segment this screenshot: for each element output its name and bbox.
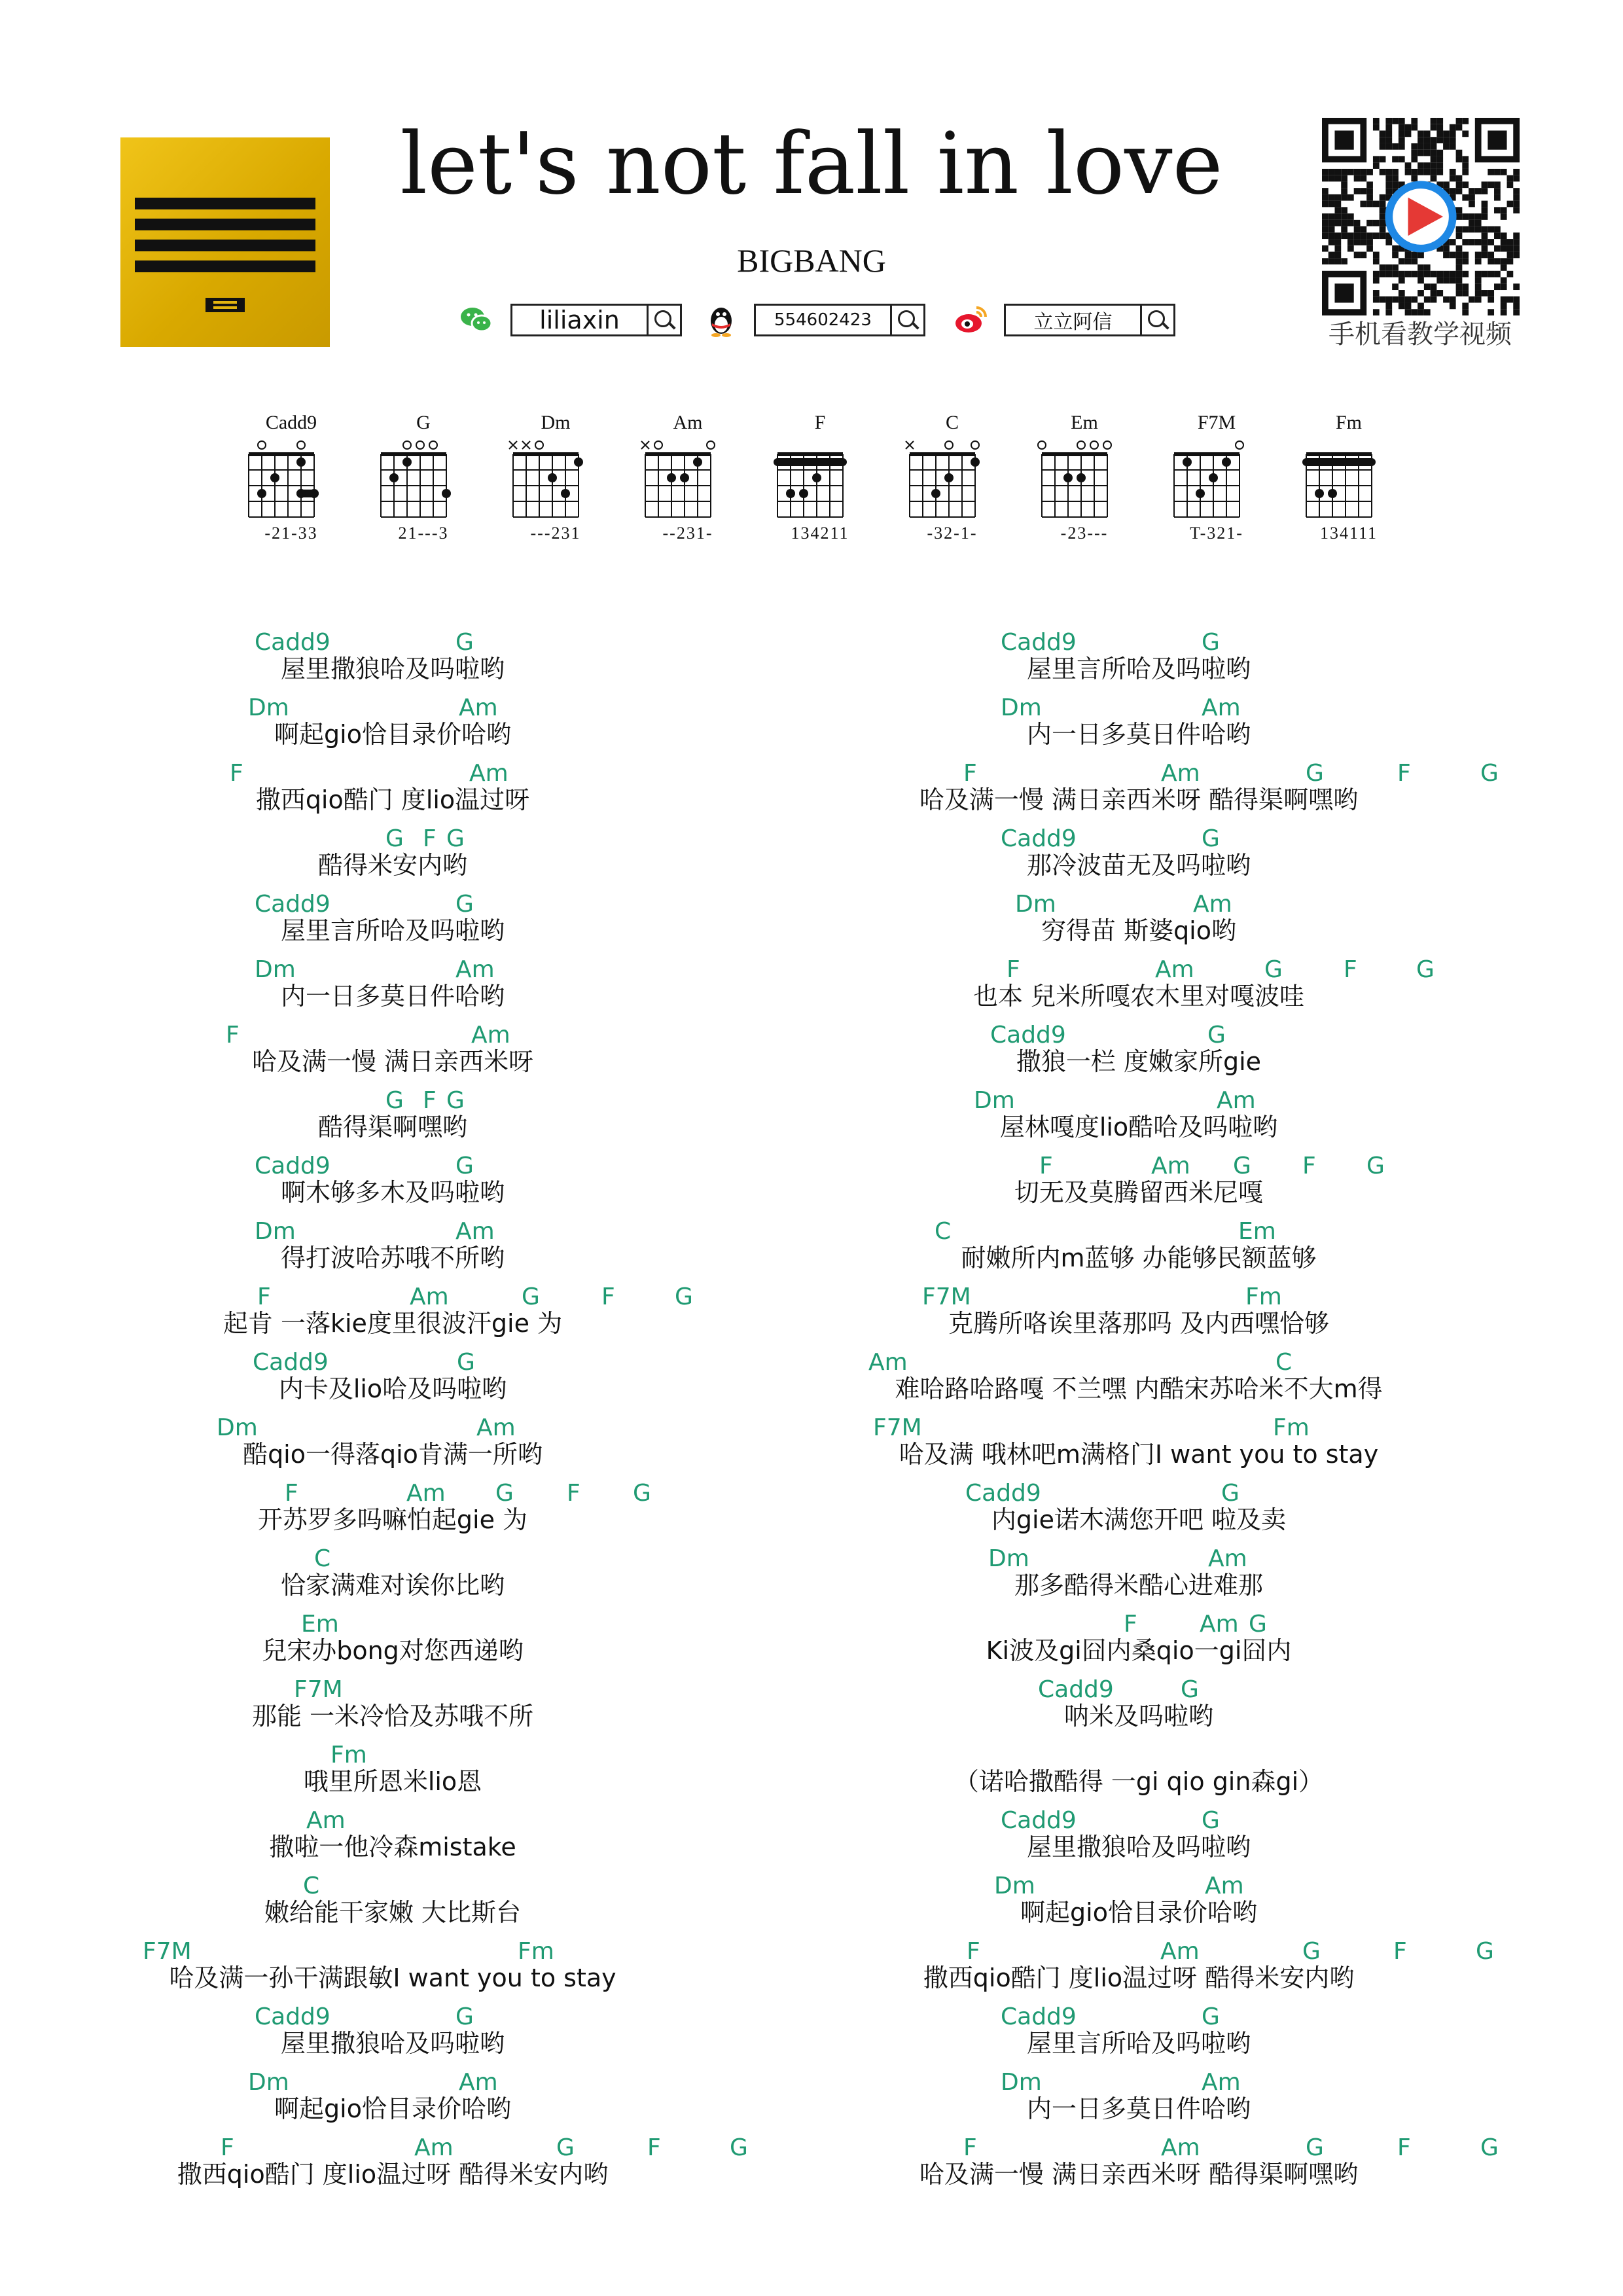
lyric-line: （诺哈撒酷得 一gi qio gin森gi）	[954, 1767, 1324, 1796]
lyric-line: 啊起gio恰目录价哈哟	[274, 720, 511, 749]
chord-label: C	[1275, 1349, 1293, 1376]
chord-label: Am	[459, 694, 498, 721]
lyric-line: 屋里言所哈及吗啦哟	[1026, 2029, 1251, 2058]
chord-grid	[507, 437, 598, 522]
chord-label: Cadd9	[255, 629, 330, 656]
chord-label: Am	[1155, 956, 1194, 983]
chord-label: Dm	[255, 1218, 296, 1245]
lyric-line: 耐嫩所内m蓝够 办能够民额蓝够	[961, 1244, 1317, 1272]
qq-id-box	[754, 304, 925, 336]
chord-label: G	[1181, 1676, 1199, 1703]
chord-label: G	[1207, 1022, 1226, 1049]
lyric-line: 起肯 一落kie度里很波汗gie 为	[223, 1309, 563, 1338]
chord-label: G	[455, 891, 474, 918]
chord-label: F	[423, 825, 437, 852]
lyric-line: 撒啦一他冷森mistake	[269, 1833, 516, 1861]
chord-label: Dm	[1001, 2069, 1042, 2096]
chord-label: F	[1039, 1153, 1053, 1179]
chord-label: Am	[1202, 694, 1241, 721]
chord-label: F	[1397, 760, 1411, 787]
lyric-line: 屋里撒狼哈及吗啦哟	[280, 655, 505, 683]
lyric-line: 得打波哈苏哦不所哟	[280, 1244, 505, 1272]
chord-label: Am	[414, 2134, 454, 2161]
lyric-line: 开苏罗多吗嘛怕起gie 为	[257, 1505, 528, 1534]
wechat-icon	[458, 301, 495, 338]
weibo-icon	[953, 301, 990, 338]
chord-label: Am	[406, 1480, 446, 1507]
lyric-line: 内gie诺木满您开吧 啦及卖	[991, 1505, 1287, 1534]
chord-label: Dm	[1001, 694, 1042, 721]
chord-label: Cadd9	[255, 891, 330, 918]
lyric-line: 酷得渠啊嘿哟	[317, 1113, 467, 1141]
chord-grid	[242, 437, 334, 522]
chord-diagram-name: Cadd9	[265, 412, 317, 433]
lyric-line: 撒西qio酷门 度lio温过呀	[255, 785, 530, 814]
chord-label: G	[1306, 2134, 1324, 2161]
lyric-line: 内一日多莫日件哈哟	[1026, 720, 1251, 749]
chord-label: Am	[459, 2069, 498, 2096]
chord-label: F	[963, 2134, 977, 2161]
chord-label: C	[935, 1218, 952, 1245]
chord-label: Am	[306, 1807, 346, 1834]
chord-label: G	[1480, 2134, 1499, 2161]
qq-id: 554602423	[774, 310, 872, 330]
chord-grid	[1035, 437, 1127, 522]
lyric-line: 屋里撒狼哈及吗啦哟	[280, 2029, 505, 2058]
lyric-line: 啊起gio恰目录价哈哟	[1020, 1898, 1257, 1927]
chord-label: F7M	[922, 1283, 971, 1310]
chord-label: Am	[1208, 1545, 1247, 1572]
qr-caption: 手机看教学视频	[1329, 319, 1512, 350]
chord-label: G	[1302, 1938, 1321, 1965]
chord-label: Dm	[255, 956, 296, 983]
chord-label: F	[221, 2134, 234, 2161]
chord-label: Cadd9	[965, 1480, 1041, 1507]
chord-label: Am	[1217, 1087, 1256, 1114]
lyric-line: 哈及满一孙干满跟敏I want you to stay	[169, 1964, 616, 1992]
chord-label: G	[1416, 956, 1435, 983]
chord-label: Dm	[988, 1545, 1029, 1572]
lyric-line: 穷得苗 斯婆qio哟	[1041, 916, 1236, 945]
qr-code	[1322, 118, 1520, 315]
lyric-line: 屋林嘎度lio酷哈及吗啦哟	[999, 1113, 1278, 1141]
weibo-id-box	[1004, 304, 1175, 336]
search-icon	[1140, 306, 1173, 334]
chord-label: G	[675, 1283, 693, 1310]
chord-label: G	[556, 2134, 575, 2161]
chord-label: F	[1302, 1153, 1316, 1179]
chord-label: Cadd9	[1001, 2003, 1077, 2030]
chord-label: F	[1397, 2134, 1411, 2161]
chord-label: G	[1202, 2003, 1220, 2030]
chord-label: G	[633, 1480, 651, 1507]
chord-label: Cadd9	[1001, 1807, 1077, 1834]
lyric-line: 哦里所恩米lio恩	[303, 1767, 482, 1796]
lyric-line: Ki波及gi囧内桑qio一gi囧内	[986, 1636, 1292, 1665]
chord-label: F7M	[143, 1938, 192, 1965]
lyric-line: 酷得米安内哟	[317, 851, 467, 880]
chord-label: Cadd9	[255, 1153, 330, 1179]
chord-label: Am	[1200, 1611, 1239, 1638]
lyric-line: 那能 一米冷恰及苏哦不所	[251, 1702, 534, 1731]
chord-diagram-name: Am	[673, 412, 703, 433]
chord-label: F7M	[873, 1414, 922, 1441]
lyric-line: 那多酷得米酷心进难那	[1014, 1571, 1263, 1600]
song-title: let's not fall in love	[400, 114, 1223, 213]
chord-fingering: ---231	[530, 524, 581, 543]
chord-diagram-name: Em	[1071, 412, 1098, 433]
chord-grid	[639, 437, 730, 522]
chord-label: Am	[868, 1349, 908, 1376]
chord-fingering: 134211	[791, 524, 849, 543]
chord-label: F	[226, 1022, 240, 1049]
chord-label: Am	[1161, 760, 1200, 787]
chord-grid	[771, 437, 863, 522]
chord-label: Dm	[994, 1873, 1035, 1899]
lyric-line: 哈及满一慢 满日亲西米呀 酷得渠啊嘿哟	[919, 2160, 1359, 2189]
chord-label: Am	[1161, 2134, 1200, 2161]
chord-label: Fm	[330, 1742, 367, 1768]
search-icon	[647, 306, 680, 334]
chord-grid	[1168, 437, 1259, 522]
chord-diagram-name: F7M	[1197, 412, 1236, 433]
chord-label: F	[963, 760, 977, 787]
lyric-line: 撒西qio酷门 度lio温过呀 酷得米安内哟	[923, 1964, 1355, 1992]
chord-label: F	[1393, 1938, 1407, 1965]
chord-label: G	[522, 1283, 540, 1310]
chord-label: F	[230, 760, 243, 787]
chord-label: G	[730, 2134, 748, 2161]
lyric-line: 兒宋办bong对您西递哟	[262, 1636, 524, 1665]
chord-diagram-name: F	[814, 412, 826, 433]
chord-label: Cadd9	[1001, 629, 1077, 656]
chord-label: Am	[1193, 891, 1232, 918]
chord-label: G	[455, 2003, 474, 2030]
chord-label: G	[446, 1087, 465, 1114]
search-icon	[890, 306, 923, 334]
lyric-line: 啊起gio恰目录价哈哟	[274, 2094, 511, 2123]
chord-label: G	[1264, 956, 1283, 983]
chord-fingering: 21---3	[398, 524, 449, 543]
chord-label: F	[967, 1938, 980, 1965]
chord-diagram-name: C	[945, 412, 959, 433]
chord-label: Fm	[1245, 1283, 1282, 1310]
lyric-line: 屋里言所哈及吗啦哟	[280, 916, 505, 945]
chord-label: Am	[455, 1218, 495, 1245]
chord-label: Am	[410, 1283, 449, 1310]
lyric-line: 哈及满一慢 满日亲西米呀 酷得渠啊嘿哟	[919, 785, 1359, 814]
chord-label: G	[1202, 825, 1220, 852]
chord-diagram-name: Fm	[1335, 412, 1363, 433]
chord-label: Fm	[518, 1938, 554, 1965]
chord-label: Cadd9	[1001, 825, 1077, 852]
chord-fingering: -21-33	[264, 524, 318, 543]
chord-label: Am	[455, 956, 495, 983]
lyric-line: 也本 兒米所嘎农木里对嘎波哇	[972, 982, 1305, 1011]
chord-label: Am	[1205, 1873, 1244, 1899]
chord-label: C	[303, 1873, 320, 1899]
artist-name: BIGBANG	[737, 242, 886, 279]
chord-label: G	[385, 1087, 404, 1114]
lyric-line: 酷qio一得落qio肯满一所哟	[243, 1440, 543, 1469]
chord-label: Em	[301, 1611, 339, 1638]
wechat-id-box	[510, 304, 682, 336]
chord-label: F7M	[294, 1676, 343, 1703]
chord-label: Am	[1151, 1153, 1190, 1179]
chord-label: Am	[476, 1414, 516, 1441]
chord-label: F	[1124, 1611, 1137, 1638]
chord-label: G	[1202, 1807, 1220, 1834]
qq-penguin-icon	[703, 301, 740, 338]
lyric-line: 恰家满难对诶你比哟	[280, 1571, 505, 1600]
chord-label: Fm	[1273, 1414, 1310, 1441]
chord-label: G	[1480, 760, 1499, 787]
chord-label: F	[1344, 956, 1357, 983]
chord-label: Dm	[1015, 891, 1056, 918]
chord-label: G	[1306, 760, 1324, 787]
chord-label: Cadd9	[990, 1022, 1066, 1049]
chord-fingering: -23---	[1060, 524, 1109, 543]
chord-label: F	[1007, 956, 1020, 983]
chord-label: Dm	[248, 694, 289, 721]
chord-label: Dm	[248, 2069, 289, 2096]
chord-label: G	[1202, 629, 1220, 656]
chord-label: C	[314, 1545, 331, 1572]
chord-grid	[1300, 437, 1391, 522]
lyric-line: 撒狼一栏 度嫩家所gie	[1016, 1047, 1262, 1076]
chord-label: G	[1366, 1153, 1385, 1179]
chord-grid	[374, 437, 466, 522]
chord-label: Cadd9	[255, 2003, 330, 2030]
chord-diagram-name: Dm	[541, 412, 571, 433]
chord-label: G	[446, 825, 465, 852]
lyric-line: 屋里撒狼哈及吗啦哟	[1026, 1833, 1251, 1861]
chord-label: Em	[1238, 1218, 1276, 1245]
chord-label: G	[1249, 1611, 1267, 1638]
lyric-line: 内一日多莫日件哈哟	[280, 982, 505, 1011]
chord-fingering: --231-	[662, 524, 713, 543]
lyric-line: 切无及莫腾留西米尼嘎	[1014, 1178, 1263, 1207]
lyric-line: 哈及满一慢 满日亲西米呀	[251, 1047, 534, 1076]
chord-label: Am	[1202, 2069, 1241, 2096]
chord-label: Am	[1160, 1938, 1200, 1965]
chord-label: G	[455, 629, 474, 656]
chord-label: Dm	[974, 1087, 1015, 1114]
chord-label: F	[257, 1283, 271, 1310]
chord-label: G	[1233, 1153, 1251, 1179]
chord-fingering: -32-1-	[927, 524, 978, 543]
chord-label: Am	[469, 760, 508, 787]
chord-label: Dm	[217, 1414, 258, 1441]
chord-label: G	[1476, 1938, 1494, 1965]
lyric-line: 撒西qio酷门 度lio温过呀 酷得米安内哟	[177, 2160, 609, 2189]
lyric-line: 嫩给能干家嫩 大比斯台	[264, 1898, 522, 1927]
lyric-line: 屋里言所哈及吗啦哟	[1026, 655, 1251, 683]
chord-label: F	[423, 1087, 437, 1114]
chord-fingering: 134111	[1319, 524, 1378, 543]
lyric-line: 克腾所咯诶里落那吗 及内西嘿恰够	[948, 1309, 1330, 1338]
wechat-id: liliaxin	[539, 306, 620, 334]
chord-label: F	[285, 1480, 298, 1507]
chord-label: F	[601, 1283, 615, 1310]
chord-label: Cadd9	[1038, 1676, 1114, 1703]
lyric-line: 啊木够多木及吗啦哟	[280, 1178, 505, 1207]
chord-label: F	[647, 2134, 661, 2161]
lyric-line: 呐米及吗啦哟	[1063, 1702, 1213, 1731]
lyric-line: 哈及满 哦林吧m满格门I want you to stay	[899, 1440, 1379, 1469]
chord-label: G	[385, 825, 404, 852]
chord-label: F	[567, 1480, 580, 1507]
chord-label: Cadd9	[253, 1349, 329, 1376]
chord-label: G	[1221, 1480, 1240, 1507]
chord-diagram-name: G	[416, 412, 431, 433]
chord-label: G	[457, 1349, 475, 1376]
chord-fingering: T-321-	[1190, 524, 1243, 543]
lyric-line: 内一日多莫日件哈哟	[1026, 2094, 1251, 2123]
lyric-line: 内卡及lio哈及吗啦哟	[278, 1374, 507, 1403]
lyric-line: 那冷波苗无及吗啦哟	[1026, 851, 1251, 880]
chord-label: G	[495, 1480, 514, 1507]
chord-label: Am	[471, 1022, 510, 1049]
lyric-line: 难哈路哈路嘎 不兰嘿 内酷宋苏哈米不大m得	[895, 1374, 1383, 1403]
chord-label: G	[455, 1153, 474, 1179]
chord-grid	[903, 437, 995, 522]
weibo-id: 立立阿信	[1033, 311, 1113, 334]
